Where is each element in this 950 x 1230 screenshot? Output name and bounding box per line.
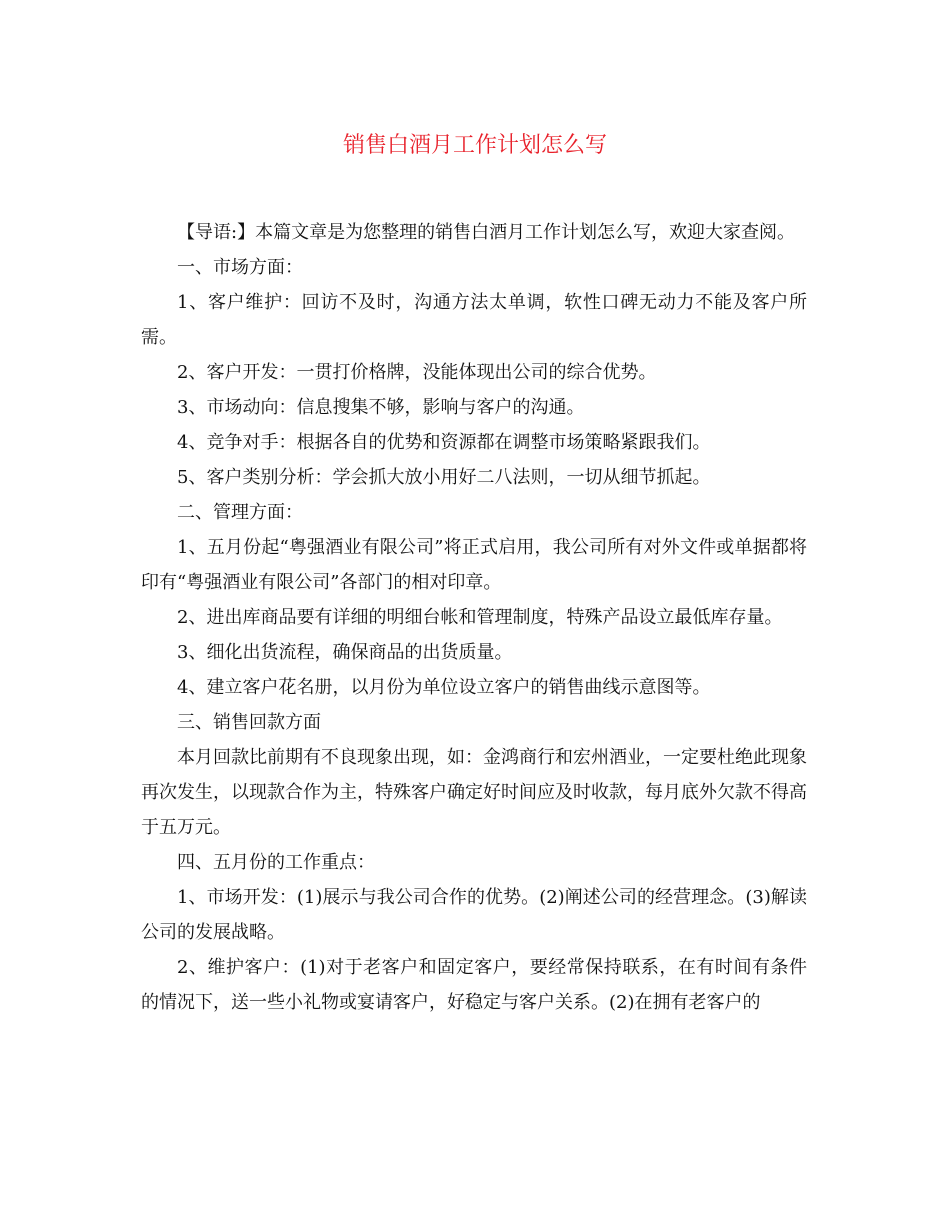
section-heading-may-focus: 四、五月份的工作重点： [177,852,375,873]
document-body [141,215,807,1020]
paragraph: 3、细化出货流程，确保商品的出货质量。 [177,642,513,663]
paragraph: 5、客户类别分析：学会抓大放小用好二八法则，一切从细节抓起。 [177,467,711,488]
intro-paragraph: 【导语:】本篇文章是为您整理的销售白酒月工作计划怎么写，欢迎大家查阅。 [177,222,796,243]
paragraph: 3、市场动向：信息搜集不够，影响与客户的沟通。 [177,397,585,418]
document-title: 销售白酒月工作计划怎么写 [342,133,607,158]
paragraph: 2、维护客户：(1)对于老客户和固定客户，要经常保持联系，在有时间有条件的情况下，送一些小礼物或宴请客户，好稳定与客户关系。(2)在拥有老客户的 [141,957,807,1013]
paragraph: 2、进出库商品要有详细的明细台帐和管理制度，特殊产品设立最低库存量。 [177,607,783,628]
paragraph: 2、客户开发：一贯打价格牌，没能体现出公司的综合优势。 [177,362,657,383]
section-heading-collection: 三、销售回款方面 [177,712,321,733]
paragraph: 4、竞争对手：根据各自的优势和资源都在调整市场策略紧跟我们。 [177,432,711,453]
paragraph: 1、客户维护：回访不及时，沟通方法太单调，软性口碑无动力不能及客户所需。 [141,292,807,348]
paragraph: 1、市场开发：(1)展示与我公司合作的优势。(2)阐述公司的经营理念。(3)解读公司的发展战略。 [141,887,807,943]
section-heading-market: 一、市场方面： [177,257,303,278]
section-heading-management: 二、管理方面： [177,502,303,523]
paragraph: 1、五月份起“粤强酒业有限公司”将正式启用，我公司所有对外文件或单据都将印有“粤强酒业有限公司”各部门的相对印章。 [141,537,807,593]
paragraph: 4、建立客户花名册，以月份为单位设立客户的销售曲线示意图等。 [177,677,711,698]
paragraph: 本月回款比前期有不良现象出现，如：金鸿商行和宏州酒业，一定要杜绝此现象再次发生，以现款合作为主，特殊客户确定好时间应及时收款，每月底外欠款不得高于五万元。 [141,747,807,838]
